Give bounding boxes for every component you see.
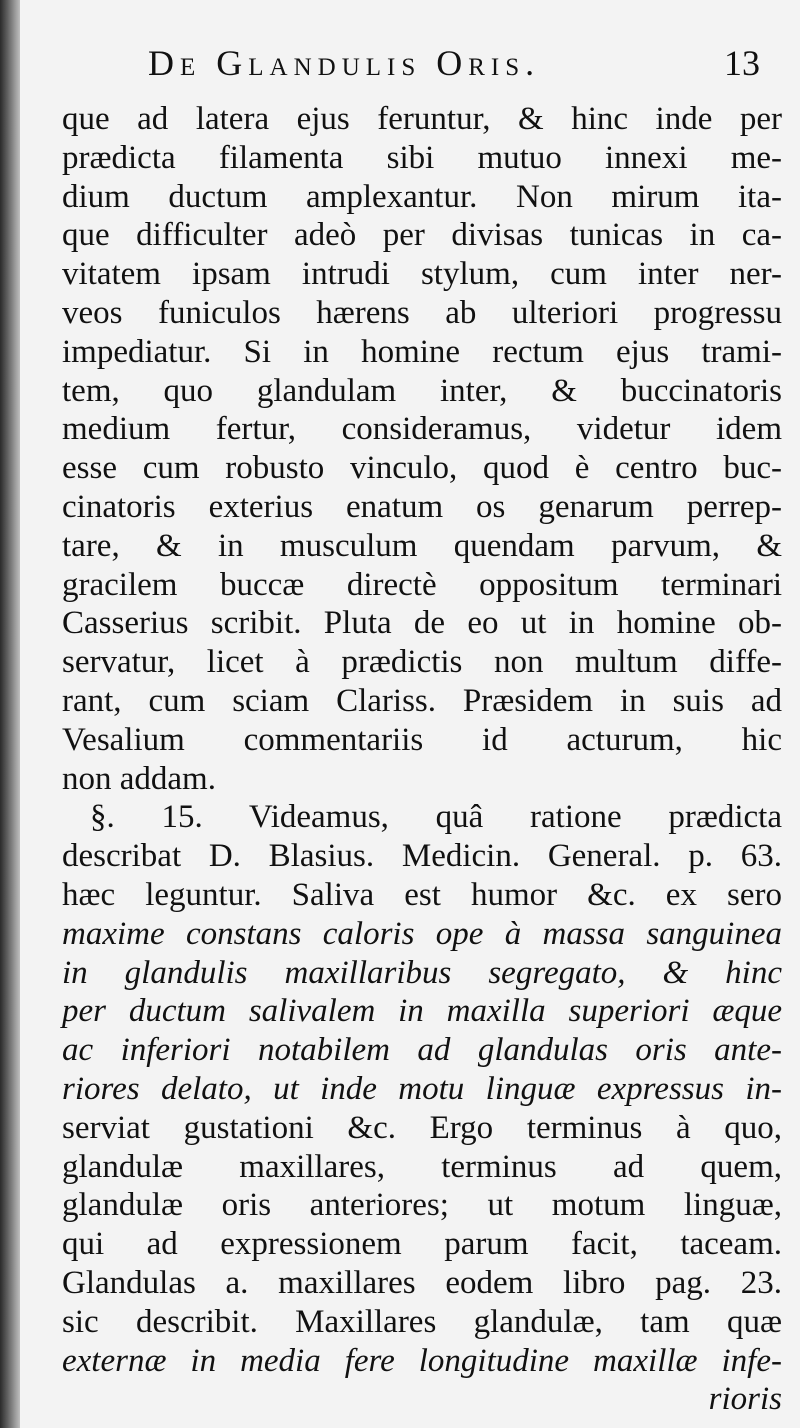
text-line: esse cum robusto vinculo, quod è centro buc- (62, 450, 782, 487)
section-heading-line: §. 15. Videamus, quâ ratione prædicta (90, 799, 782, 836)
page-leaf (20, 0, 800, 1428)
text-line: veos funiculos hærens ab ulteriori progressu (62, 294, 782, 331)
binding-gutter (0, 0, 22, 1428)
quoted-text-line: ac inferiori notabilem ad glandulas oris ante- (62, 1032, 782, 1069)
quoted-text-line: maxime constans caloris ope à massa sanguinea (62, 915, 782, 952)
text-line: serviat gustationi &c. Ergo terminus à quo, (62, 1109, 782, 1146)
text-line: gracilem buccæ directè oppositum terminari (62, 566, 782, 603)
text-line: vitatem ipsam intrudi stylum, cum inter ner- (62, 256, 782, 293)
text-line: glandulæ maxillares, terminus ad quem, (62, 1148, 782, 1185)
quoted-text-line: externæ in media fere longitudine maxillæ infe- (62, 1342, 782, 1379)
text-line: tare, & in musculum quendam parvum, & (62, 527, 782, 564)
text-line: medium fertur, consideramus, videtur idem (62, 411, 782, 448)
text-line: qui ad expressionem parum facit, taceam. (62, 1226, 782, 1263)
text-line: describat D. Blasius. Medicin. General. p. 63. (62, 838, 782, 875)
text-line: Glandulas a. maxillares eodem libro pag. 23. (62, 1264, 782, 1301)
page-header (148, 42, 760, 90)
running-title: De Glandulis Oris. (148, 43, 541, 83)
quoted-text-line: per ductum salivalem in maxilla superiori æque (62, 993, 782, 1030)
text-line: hæc leguntur. Saliva est humor &c. ex sero (62, 876, 782, 913)
text-line: servatur, licet à prædictis non multum diffe- (62, 644, 782, 681)
text-line: prædicta filamenta sibi mutuo innexi me- (62, 139, 782, 176)
page-number: 13 (724, 43, 760, 83)
text-line: impediatur. Si in homine rectum ejus trami- (62, 333, 782, 370)
text-line: sic describit. Maxillares glandulæ, tam quæ (62, 1303, 782, 1340)
catchword-line: rioris (708, 1381, 782, 1418)
text-line: que ad latera ejus feruntur, & hinc inde per (62, 101, 782, 137)
text-line: Casserius scribit. Pluta de eo ut in homine ob- (62, 605, 782, 642)
text-line: rant, cum sciam Clariss. Præsidem in suis ad (62, 682, 782, 719)
text-line: que difficulter adeò per divisas tunicas in ca- (62, 217, 782, 254)
text-line: glandulæ oris anteriores; ut motum linguæ, (62, 1187, 782, 1224)
text-line: Vesalium commentariis id acturum, hic (62, 721, 782, 758)
text-line: non addam. (62, 760, 216, 797)
quoted-text-line: in glandulis maxillaribus segregato, & hinc (62, 954, 782, 991)
text-line: dium ductum amplexantur. Non mirum ita- (62, 178, 782, 215)
text-line: cinatoris exterius enatum os genarum perrep- (62, 488, 782, 525)
text-line: tem, quo glandulam inter, & buccinatoris (62, 372, 782, 409)
quoted-text-line: riores delato, ut inde motu linguæ expressus in- (62, 1070, 782, 1107)
body-text (62, 100, 782, 1419)
